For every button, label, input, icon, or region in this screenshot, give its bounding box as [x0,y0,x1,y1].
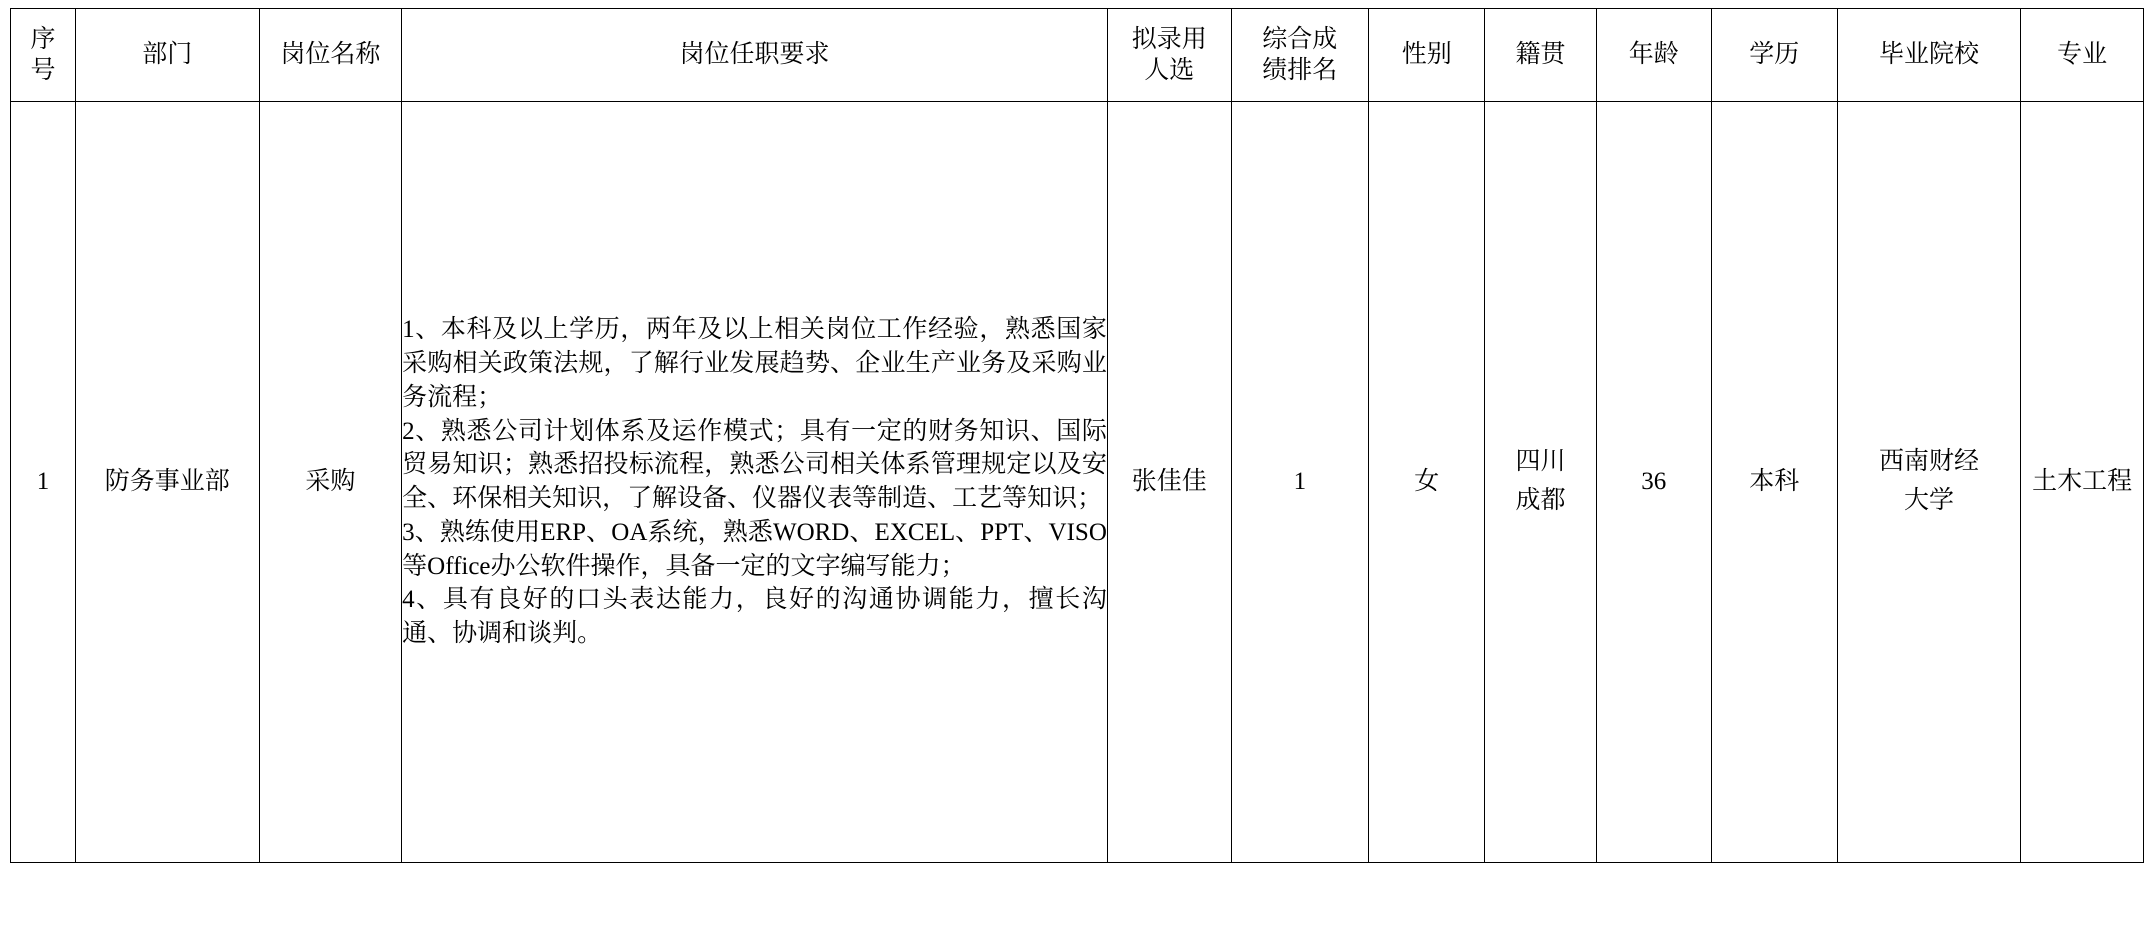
table-header [11,9,2144,102]
table-body [11,102,2144,863]
column-header-post-name [259,9,402,102]
column-header-education-label: 学历 [1749,41,1800,69]
cell-department: 防务事业部 [76,102,260,863]
column-header-rank-line2: 绩排名 [1262,57,1338,84]
recruitment-table [10,8,2144,863]
requirement-item-4: 4、具有良好的口头表达能力，良好的沟通协调能力，擅长沟通、协调和谈判。 [402,586,1107,647]
column-header-candidate [1107,9,1231,102]
column-header-age [1596,9,1711,102]
column-header-origin [1485,9,1596,102]
table-header-row [11,9,2144,102]
column-header-education [1711,9,1837,102]
column-header-school [1837,9,2021,102]
requirement-item-1: 1、本科及以上学历，两年及以上相关岗位工作经验，熟悉国家采购相关政策法规，了解行业发展趋势、企业生产业务及采购业务流程； [402,316,1107,411]
cell-origin-line1: 四川 [1515,448,1566,476]
column-header-seq-line1: 序 [30,25,56,53]
column-header-rank [1231,9,1368,102]
cell-post-name: 采购 [259,102,402,863]
column-header-age-label: 年龄 [1628,41,1679,69]
cell-rank: 1 [1231,102,1368,863]
column-header-major-label: 专业 [2057,41,2108,69]
column-header-seq-line2: 号 [30,57,56,84]
requirement-item-3: 3、熟练使用ERP、OA系统，熟悉WORD、EXCEL、PPT、VISO等Office办公软件操作，具备一定的文字编写能力； [402,518,1107,580]
cell-age: 36 [1596,102,1711,863]
cell-origin-line2: 成都 [1515,487,1566,514]
requirement-item-2: 2、熟悉公司计划体系及运作模式；具有一定的财务知识、国际贸易知识；熟悉招投标流程，熟悉公司相关体系管理规定以及安全、环保相关知识，了解设备、仪器仪表等制造、工艺等知识； [402,417,1107,512]
column-header-requirements-label: 岗位任职要求 [679,41,830,69]
column-header-department [76,9,260,102]
cell-candidate: 张佳佳 [1107,102,1231,863]
cell-major: 土木工程 [2021,102,2144,863]
column-header-gender-label: 性别 [1401,41,1452,69]
column-header-candidate-line2: 人选 [1144,57,1195,84]
cell-school-line2: 大学 [1903,487,1954,514]
cell-seq: 1 [11,102,76,863]
cell-gender: 女 [1369,102,1485,863]
column-header-gender [1369,9,1485,102]
column-header-requirements [402,9,1108,102]
table-row [11,102,2144,863]
column-header-seq [11,9,76,102]
column-header-rank-line1: 综合成 [1262,25,1338,53]
column-header-origin-label: 籍贯 [1515,41,1566,69]
cell-school [1837,102,2021,863]
column-header-department-label: 部门 [142,41,193,69]
cell-school-line1: 西南财经 [1878,448,1979,476]
cell-education: 本科 [1711,102,1837,863]
cell-origin [1485,102,1596,863]
cell-requirements [402,102,1108,863]
column-header-post-name-label: 岗位名称 [280,41,381,69]
column-header-major [2021,9,2144,102]
column-header-candidate-line1: 拟录用 [1131,25,1207,53]
column-header-school-label: 毕业院校 [1878,41,1979,69]
